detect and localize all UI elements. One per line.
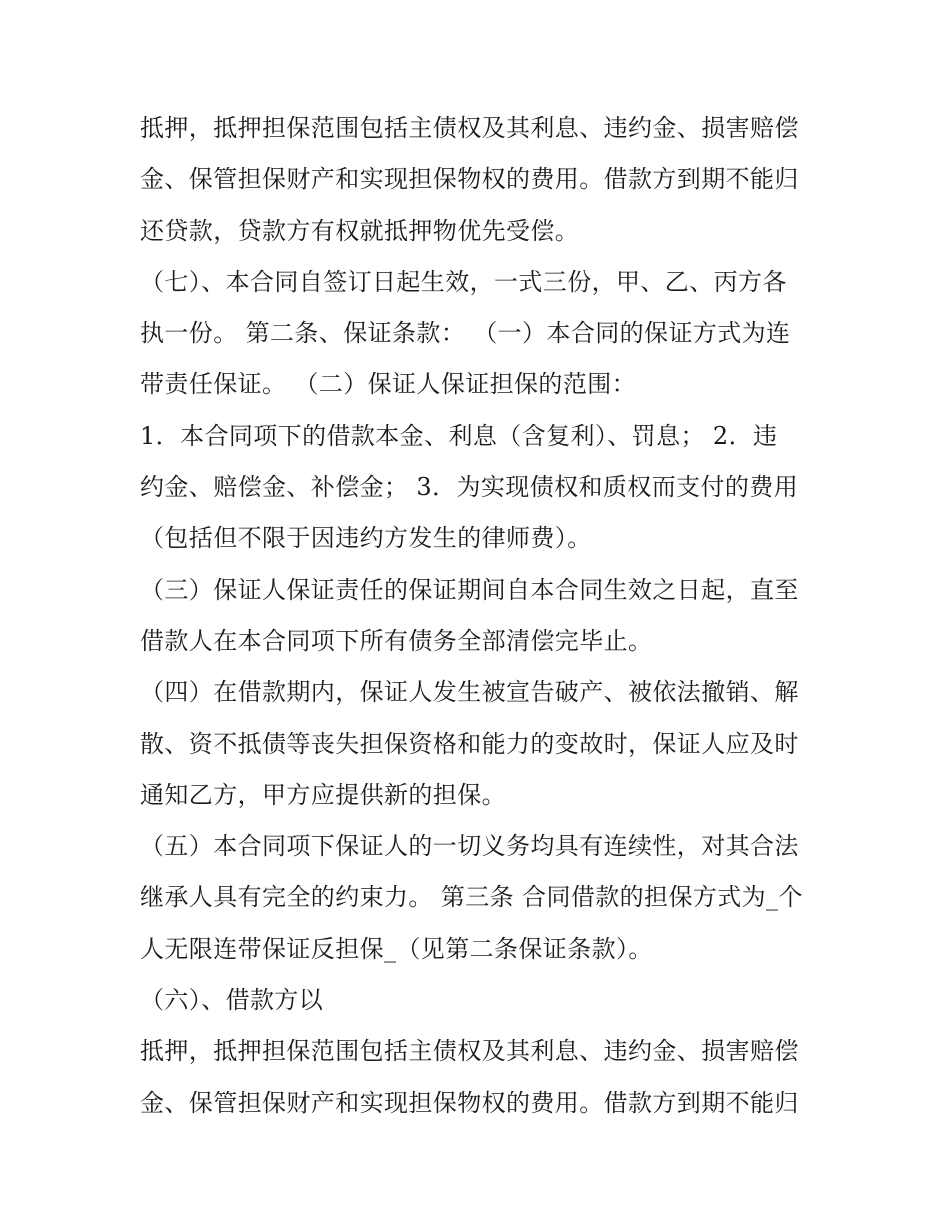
- text-line: 抵押，抵押担保范围包括主债权及其利息、违约金、损害赔偿: [140, 114, 799, 142]
- text-line: 约金、赔偿金、补偿金； 3．为实现债权和质权而支付的费用: [140, 473, 799, 502]
- text-line: （五）本合同项下保证人的一切义务均具有连续性，对其合法: [140, 832, 799, 861]
- text-line: 带责任保证。 （二）保证人保证担保的范围：: [140, 370, 637, 399]
- text-line: （包括但不限于因违约方发生的律师费）。: [140, 524, 592, 553]
- text-line: 抵押，抵押担保范围包括主债权及其利息、违约金、损害赔偿: [140, 1037, 799, 1066]
- text-line: （七）、本合同自签订日起生效，一式三份，甲、乙、丙方各: [140, 267, 787, 296]
- document-body: [140, 103, 820, 1129]
- text-line: 1．本合同项下的借款本金、利息（含复利）、罚息； 2．违: [140, 421, 778, 450]
- text-line: 散、资不抵债等丧失担保资格和能力的变故时，保证人应及时: [140, 729, 799, 758]
- text-line: （六）、借款方以: [140, 986, 324, 1015]
- text-line: 金、保管担保财产和实现担保物权的费用。借款方到期不能归: [140, 1088, 799, 1117]
- text-line: 人无限连带保证反担保_（见第二条保证条款）。: [140, 934, 653, 963]
- text-line: （三）保证人保证责任的保证期间自本合同生效之日起，直至: [140, 575, 799, 604]
- text-line: （四）在借款期内，保证人发生被宣告破产、被依法撤销、解: [140, 678, 799, 707]
- text-line: 还贷款，贷款方有权就抵押物优先受偿。: [140, 216, 580, 245]
- text-line: 金、保管担保财产和实现担保物权的费用。借款方到期不能归: [140, 165, 799, 194]
- text-line: 借款人在本合同项下所有债务全部清偿完毕止。: [140, 626, 653, 655]
- text-line: 执一份。 第二条、保证条款： （一）本合同的保证方式为连: [140, 319, 791, 348]
- text-line: 继承人具有完全的约束力。 第三条 合同借款的担保方式为_个: [140, 883, 803, 912]
- text-line: 通知乙方，甲方应提供新的担保。: [140, 780, 506, 809]
